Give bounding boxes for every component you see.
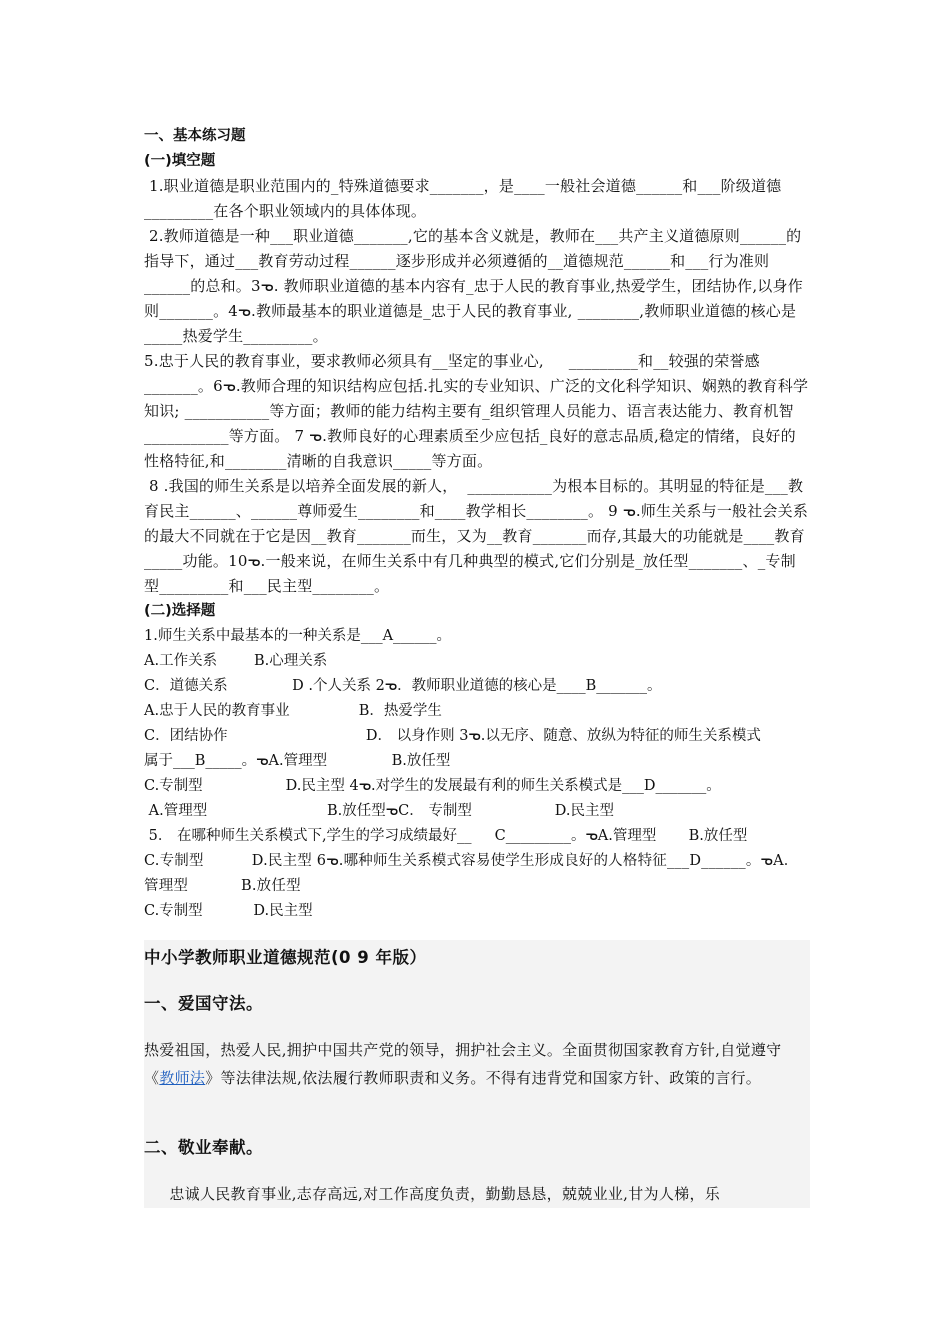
- choice-line: 1.师生关系中最基本的一种关系是___A______。: [144, 628, 452, 644]
- norm-1-text-end: 》等法律法规,依法履行教师职责和义务。不得有违背党和国家方针、政策的言行。: [205, 1069, 762, 1087]
- choice-line: A.忠于人民的教育事业 B．热爱学生: [144, 703, 442, 719]
- choice-line: C.专制型 D.民主型 4ᓀ.对学生的发展最有利的师生关系模式是___D_______。: [144, 778, 721, 794]
- norm-1-text: [144, 1036, 810, 1092]
- norms-title: 中小学教师职业道德规范(0 9 年版）: [144, 948, 427, 967]
- norm-2-title: 二、敬业奉献。: [144, 1138, 263, 1157]
- choice-title: (二)选择题: [144, 603, 216, 619]
- norm-2-text: 忠诚人民教育事业,志存高远,对工作高度负责，勤勤恳恳，兢兢业业,甘为人梯，乐: [144, 1185, 721, 1203]
- teacher-law-link[interactable]: 教师法: [159, 1069, 206, 1087]
- choice-line: 5． 在哪种师生关系模式下,学生的学习成绩最好__ C_________。ᓀA.管理型 B.放任型: [144, 828, 748, 844]
- norm-1-title: 一、爱国守法。: [144, 994, 263, 1013]
- choice-line: C.专制型 D.民主型: [144, 903, 313, 919]
- exercise-section: [144, 124, 810, 924]
- choice-line: A.工作关系 B.心理关系: [144, 653, 328, 669]
- section-title: 一、基本练习题: [144, 128, 246, 144]
- choice-line: C.专制型 D.民主型 6ᓀ.哪种师生关系模式容易使学生形成良好的人格特征___D______。ᓀA．管理型 B.放任型: [144, 853, 799, 894]
- choice-line: 属于___B_____。ᓀA.管理型 B.放任型: [144, 753, 451, 769]
- choice-line: C．道德关系 D .个人关系 2ᓀ．教师职业道德的核心是____B_______。: [144, 678, 662, 694]
- choice-line: A.管理型 B.放任型ᓀC． 专制型 D.民主型: [144, 803, 615, 819]
- choice-line: C．团结协作 D． 以身作则 3ᓀ.以无序、随意、放纵为特征的师生关系模式: [144, 728, 761, 744]
- norm-1-text-start: 热爱祖国，热爱人民,拥护中国共产党的领导，拥护社会主义。全面贯彻国家教育方针,自觉遵守《: [144, 1041, 782, 1087]
- fill-blank-text: 1.职业道德是职业范围内的_特殊道德要求_______，是____一般社会道德______和___阶级道德_________在各个职业领域内的具体体现。 2.教师道德是一种___职业道德_______,它的基本含义就是，教师在___共产主义道德原则______的指导下，通过___教育劳动过程______逐步形成并必须遵循的__道德规范______和___行为准则______的总和。3ᓀ. 教师职业道德的基本内容有_忠于人民的教育事业,热爱学生，团结协作,以身作则_______。4ᓀ.教师最基本的职业道德是_忠于人民的教育事业, ________,教师职业道德的核心是_____热爱学生_________。 5.忠于人民的教育事业，要求教师必须具有__坚定的事业心, _________和__较强的荣誉感_______。6ᓀ.教师合理的知识结构应包括.扎实的专业知识、广泛的文化科学知识、娴熟的教育科学知识; ___________等方面；教师的能力结构主要有_组织管理人员能力、语言表达能力、教育机智___________等方面。 7 ᓀ.教师良好的心理素质至少应包括_良好的意志品质,稳定的情绪，良好的性格特征,和________清晰的自我意识_____等方面。 8 .我国的师生关系是以培养全面发展的新人， ___________为根本目标的。其明显的特征是___教育民主______、______尊师爱生________和____教学相长________。 9 ᓀ.师生关系与一般社会关系的最大不同就在于它是因__教育_______而生，又为__教育_______而存,其最大的功能就是____教育_____功能。10ᓀ.一般来说，在师生关系中有几种典型的模式,它们分别是_放任型_______、_专制型_________和___民主型________。: [144, 177, 809, 595]
- fill-blank-title: (一)填空题: [144, 153, 216, 169]
